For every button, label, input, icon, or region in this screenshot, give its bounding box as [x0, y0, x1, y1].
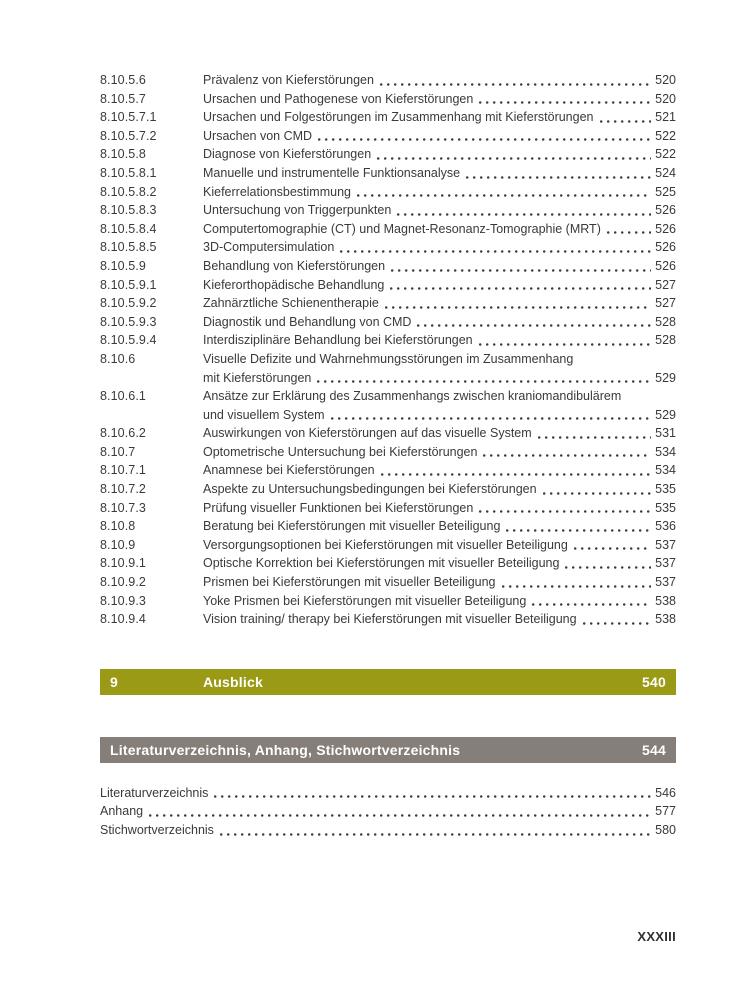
- entry-line: [203, 480, 676, 499]
- entry-body: [203, 517, 676, 536]
- dot-leader: [390, 286, 651, 291]
- dot-leader: [380, 82, 651, 87]
- entry-body: [203, 480, 676, 499]
- entry-number: 8.10.9.3: [100, 593, 146, 608]
- entry-line: [203, 517, 676, 536]
- entry-title: Diagnostik und Behandlung von CMD: [203, 314, 412, 329]
- dot-leader: [466, 175, 651, 180]
- entry-number: 8.10.5.7: [100, 91, 146, 106]
- entry-number: 8.10.5.8.1: [100, 165, 157, 180]
- toc-entry: [100, 145, 676, 164]
- dot-leader: [543, 491, 652, 496]
- dot-leader: [397, 212, 651, 217]
- entry-line: [203, 610, 676, 629]
- toc-entry: [100, 461, 676, 480]
- entry-line: [203, 443, 676, 462]
- entry-line: [203, 145, 676, 164]
- dot-leader: [331, 416, 652, 421]
- dot-leader: [377, 156, 651, 161]
- entry-number: 8.10.5.8.3: [100, 203, 157, 218]
- entry-body: [203, 294, 676, 313]
- toc-entry: [100, 183, 676, 202]
- entry-title: Visuelle Defizite und Wahrnehmungsstörungen im Zusammenhang: [203, 351, 574, 366]
- toc-entry: [100, 610, 676, 629]
- section-bar-ausblick: [100, 669, 676, 695]
- entry-body: [203, 461, 676, 480]
- dot-leader: [506, 528, 651, 533]
- entry-number: 8.10.7.2: [100, 482, 146, 497]
- section-page: 544: [642, 741, 666, 758]
- entry-body: [203, 127, 676, 146]
- toc-entry: [100, 220, 676, 239]
- toc-entry: [100, 276, 676, 295]
- toc-entry: [100, 164, 676, 183]
- toc-entry: [100, 71, 676, 90]
- entry-title: Zahnärztliche Schienentherapie: [203, 296, 379, 311]
- entry-title: Computertomographie (CT) und Magnet-Resonanz-Tomographie (MRT): [203, 221, 601, 236]
- entry-line-2: [203, 369, 676, 388]
- entry-number: 8.10.5.9.2: [100, 296, 157, 311]
- backmatter-list: [100, 784, 676, 840]
- entry-title: Untersuchung von Triggerpunkten: [203, 203, 392, 218]
- dot-leader: [340, 249, 651, 254]
- backmatter-page: 580: [655, 823, 676, 837]
- entry-page: 535: [655, 482, 676, 497]
- entry-page: 527: [655, 277, 676, 292]
- entry-line-1: [203, 350, 676, 369]
- entry-body: [203, 331, 676, 350]
- entry-line: [203, 257, 676, 276]
- entry-title: Beratung bei Kieferstörungen mit visueller Beteiligung: [203, 519, 501, 534]
- entry-title: Auswirkungen von Kieferstörungen auf das visuelle System: [203, 426, 532, 441]
- toc-entry: [100, 499, 676, 518]
- section-number: 9: [110, 673, 118, 690]
- entry-number: 8.10.5.8.2: [100, 184, 157, 199]
- entry-page: 538: [655, 593, 676, 608]
- toc-entry: [100, 201, 676, 220]
- dot-leader: [220, 832, 651, 837]
- entry-page: 526: [655, 203, 676, 218]
- entry-line: [203, 183, 676, 202]
- entry-line: [203, 461, 676, 480]
- entry-number: 8.10.6.2: [100, 426, 146, 441]
- entry-number: 8.10.5.7.1: [100, 110, 157, 125]
- dot-leader: [502, 584, 652, 589]
- entry-line: [203, 331, 676, 350]
- entry-body: [203, 276, 676, 295]
- entry-page: 526: [655, 221, 676, 236]
- entry-page: 522: [655, 147, 676, 162]
- entry-body: [203, 443, 676, 462]
- entry-page: 522: [655, 128, 676, 143]
- section-page: 540: [642, 673, 666, 690]
- dot-leader: [479, 100, 651, 105]
- entry-number: 8.10.5.8: [100, 147, 146, 162]
- entry-number: 8.10.7.1: [100, 463, 146, 478]
- section-title: Literaturverzeichnis, Anhang, Stichwortverzeichnis: [110, 741, 461, 758]
- entry-body: [203, 313, 676, 332]
- entry-title-continuation: und visuellem System: [203, 407, 325, 422]
- page-content: [100, 71, 676, 840]
- toc-entry: [100, 592, 676, 611]
- entry-page: 531: [655, 426, 676, 441]
- dot-leader: [479, 509, 651, 514]
- section-bars: [100, 669, 676, 763]
- dot-leader: [317, 379, 651, 384]
- backmatter-page: 546: [655, 785, 676, 800]
- entry-body: [203, 220, 676, 239]
- entry-title: Manuelle und instrumentelle Funktionsanalyse: [203, 165, 461, 180]
- entry-body: [203, 592, 676, 611]
- entry-body: [203, 257, 676, 276]
- entry-title: Ursachen von CMD: [203, 128, 313, 143]
- entry-number: 8.10.9.4: [100, 612, 146, 627]
- toc-entry: [100, 294, 676, 313]
- toc-entry: [100, 238, 676, 257]
- entry-line: [203, 220, 676, 239]
- entry-body: [203, 238, 676, 257]
- entry-number: 8.10.5.8.5: [100, 240, 157, 255]
- entry-page: 525: [655, 184, 676, 199]
- entry-line: [203, 164, 676, 183]
- entry-title: Behandlung von Kieferstörungen: [203, 258, 386, 273]
- entry-title: Prüfung visueller Funktionen bei Kieferstörungen: [203, 500, 474, 515]
- backmatter-entry: [100, 784, 676, 803]
- dot-leader: [583, 621, 652, 626]
- entry-page: 528: [655, 333, 676, 348]
- entry-body: [203, 536, 676, 555]
- dot-leader: [538, 435, 651, 440]
- entry-number: 8.10.6.1: [100, 389, 146, 404]
- toc-entry: [100, 331, 676, 350]
- entry-line: [203, 71, 676, 90]
- entry-number: 8.10.5.9.4: [100, 333, 157, 348]
- entry-title: Anamnese bei Kieferstörungen: [203, 463, 375, 478]
- entry-page: 536: [655, 519, 676, 534]
- entry-body: [203, 90, 676, 109]
- entry-line: [203, 573, 676, 592]
- toc-entry: [100, 90, 676, 109]
- entry-page: 526: [655, 240, 676, 255]
- entry-title: Kieferorthopädische Behandlung: [203, 277, 385, 292]
- backmatter-entry: [100, 802, 676, 821]
- entry-number: 8.10.5.9: [100, 258, 146, 273]
- entry-number: 8.10.5.9.1: [100, 277, 157, 292]
- backmatter-entry: [100, 821, 676, 840]
- toc-entries: [100, 71, 676, 629]
- entry-body: [203, 108, 676, 127]
- entry-number: 8.10.5.7.2: [100, 128, 157, 143]
- entry-page: 528: [655, 314, 676, 329]
- toc-entry: [100, 387, 676, 424]
- dot-leader: [357, 193, 651, 198]
- entry-body: [203, 424, 676, 443]
- entry-title: Kieferrelationsbestimmung: [203, 184, 351, 199]
- entry-line: [203, 90, 676, 109]
- entry-page: 537: [655, 556, 676, 571]
- entry-title: Ursachen und Folgestörungen im Zusammenhang mit Kieferstörungen: [203, 110, 594, 125]
- entry-page: 537: [655, 537, 676, 552]
- dot-leader: [318, 137, 651, 142]
- entry-line: [203, 424, 676, 443]
- entry-body: [203, 554, 676, 573]
- entry-number: 8.10.9.1: [100, 556, 146, 571]
- entry-line: [203, 201, 676, 220]
- entry-line: [203, 313, 676, 332]
- entry-title: Prävalenz von Kieferstörungen: [203, 73, 374, 87]
- dot-leader: [214, 794, 651, 799]
- entry-line-2: [203, 406, 676, 425]
- toc-entry: [100, 517, 676, 536]
- entry-line: [203, 554, 676, 573]
- dot-leader: [479, 342, 652, 347]
- dot-leader: [565, 565, 651, 570]
- entry-body: [203, 164, 676, 183]
- section-bar-backmatter: [100, 737, 676, 763]
- entry-title: Aspekte zu Untersuchungsbedingungen bei Kieferstörungen: [203, 482, 537, 497]
- entry-title: Interdisziplinäre Behandlung bei Kieferstörungen: [203, 333, 473, 348]
- entry-body: [203, 573, 676, 592]
- toc-entry: [100, 480, 676, 499]
- entry-number: 8.10.5.6: [100, 73, 146, 87]
- entry-line-1: [203, 387, 676, 406]
- entry-line: [203, 108, 676, 127]
- entry-number: 8.10.9.2: [100, 575, 146, 590]
- entry-line: [203, 276, 676, 295]
- toc-entry: [100, 536, 676, 555]
- entry-page: 524: [655, 165, 676, 180]
- entry-title: Yoke Prismen bei Kieferstörungen mit visueller Beteiligung: [203, 593, 527, 608]
- toc-entry: [100, 573, 676, 592]
- entry-body: [203, 201, 676, 220]
- entry-body: [203, 610, 676, 629]
- page-number: XXXIII: [637, 929, 676, 944]
- toc-entry: [100, 424, 676, 443]
- entry-body: [203, 387, 676, 424]
- entry-page: 526: [655, 258, 676, 273]
- dot-leader: [532, 602, 651, 607]
- backmatter-title: Anhang: [100, 804, 144, 819]
- entry-title: Prismen bei Kieferstörungen mit visueller Beteiligung: [203, 575, 496, 590]
- entry-page: 537: [655, 575, 676, 590]
- entry-page: 521: [655, 110, 676, 125]
- entry-body: [203, 499, 676, 518]
- entry-page: 529: [655, 407, 676, 422]
- entry-page: 534: [655, 444, 676, 459]
- dot-leader: [483, 453, 651, 458]
- backmatter-title: Stichwortverzeichnis: [100, 823, 214, 837]
- entry-body: [203, 350, 676, 387]
- dot-leader: [391, 268, 651, 273]
- entry-body: [203, 71, 676, 90]
- dot-leader: [574, 546, 651, 551]
- entry-body: [203, 145, 676, 164]
- toc-entry: [100, 257, 676, 276]
- dot-leader: [600, 119, 652, 124]
- dot-leader: [385, 305, 651, 310]
- entry-page: 529: [655, 370, 676, 385]
- toc-entry: [100, 127, 676, 146]
- entry-line: [203, 294, 676, 313]
- entry-title-continuation: mit Kieferstörungen: [203, 370, 312, 385]
- entry-title: 3D-Computersimulation: [203, 240, 335, 255]
- backmatter-title: Literaturverzeichnis: [100, 785, 209, 800]
- entry-page: 535: [655, 500, 676, 515]
- entry-number: 8.10.6: [100, 351, 136, 366]
- backmatter-page: 577: [655, 804, 676, 819]
- dot-leader: [607, 230, 651, 235]
- entry-title: Optische Korrektion bei Kieferstörungen mit visueller Beteiligung: [203, 556, 560, 571]
- entry-page: 520: [655, 91, 676, 106]
- entry-title: Diagnose von Kieferstörungen: [203, 147, 372, 162]
- entry-line: [203, 536, 676, 555]
- entry-title: Ursachen und Pathogenese von Kieferstörungen: [203, 91, 474, 106]
- entry-page: 527: [655, 296, 676, 311]
- entry-number: 8.10.5.9.3: [100, 314, 157, 329]
- dot-leader: [417, 323, 651, 328]
- toc-entry: [100, 313, 676, 332]
- entry-body: [203, 183, 676, 202]
- entry-title: Versorgungsoptionen bei Kieferstörungen mit visueller Beteiligung: [203, 537, 568, 552]
- entry-number: 8.10.8: [100, 519, 136, 534]
- entry-page: 538: [655, 612, 676, 627]
- entry-page: 534: [655, 463, 676, 478]
- dot-leader: [381, 472, 652, 477]
- section-title: Ausblick: [203, 673, 263, 690]
- toc-entry: [100, 350, 676, 387]
- toc-entry: [100, 443, 676, 462]
- entry-line: [203, 238, 676, 257]
- entry-number: 8.10.5.8.4: [100, 221, 157, 236]
- entry-number: 8.10.9: [100, 537, 136, 552]
- entry-title: Vision training/ therapy bei Kieferstörungen mit visueller Beteiligung: [203, 612, 577, 627]
- entry-number: 8.10.7: [100, 444, 136, 459]
- dot-leader: [149, 813, 651, 818]
- entry-number: 8.10.7.3: [100, 500, 146, 515]
- toc-entry: [100, 108, 676, 127]
- entry-line: [203, 499, 676, 518]
- toc-entry: [100, 554, 676, 573]
- entry-title: Ansätze zur Erklärung des Zusammenhangs zwischen kraniomandibulärem: [203, 389, 622, 404]
- entry-line: [203, 127, 676, 146]
- entry-line: [203, 592, 676, 611]
- entry-title: Optometrische Untersuchung bei Kieferstörungen: [203, 444, 478, 459]
- entry-page: 520: [655, 73, 676, 87]
